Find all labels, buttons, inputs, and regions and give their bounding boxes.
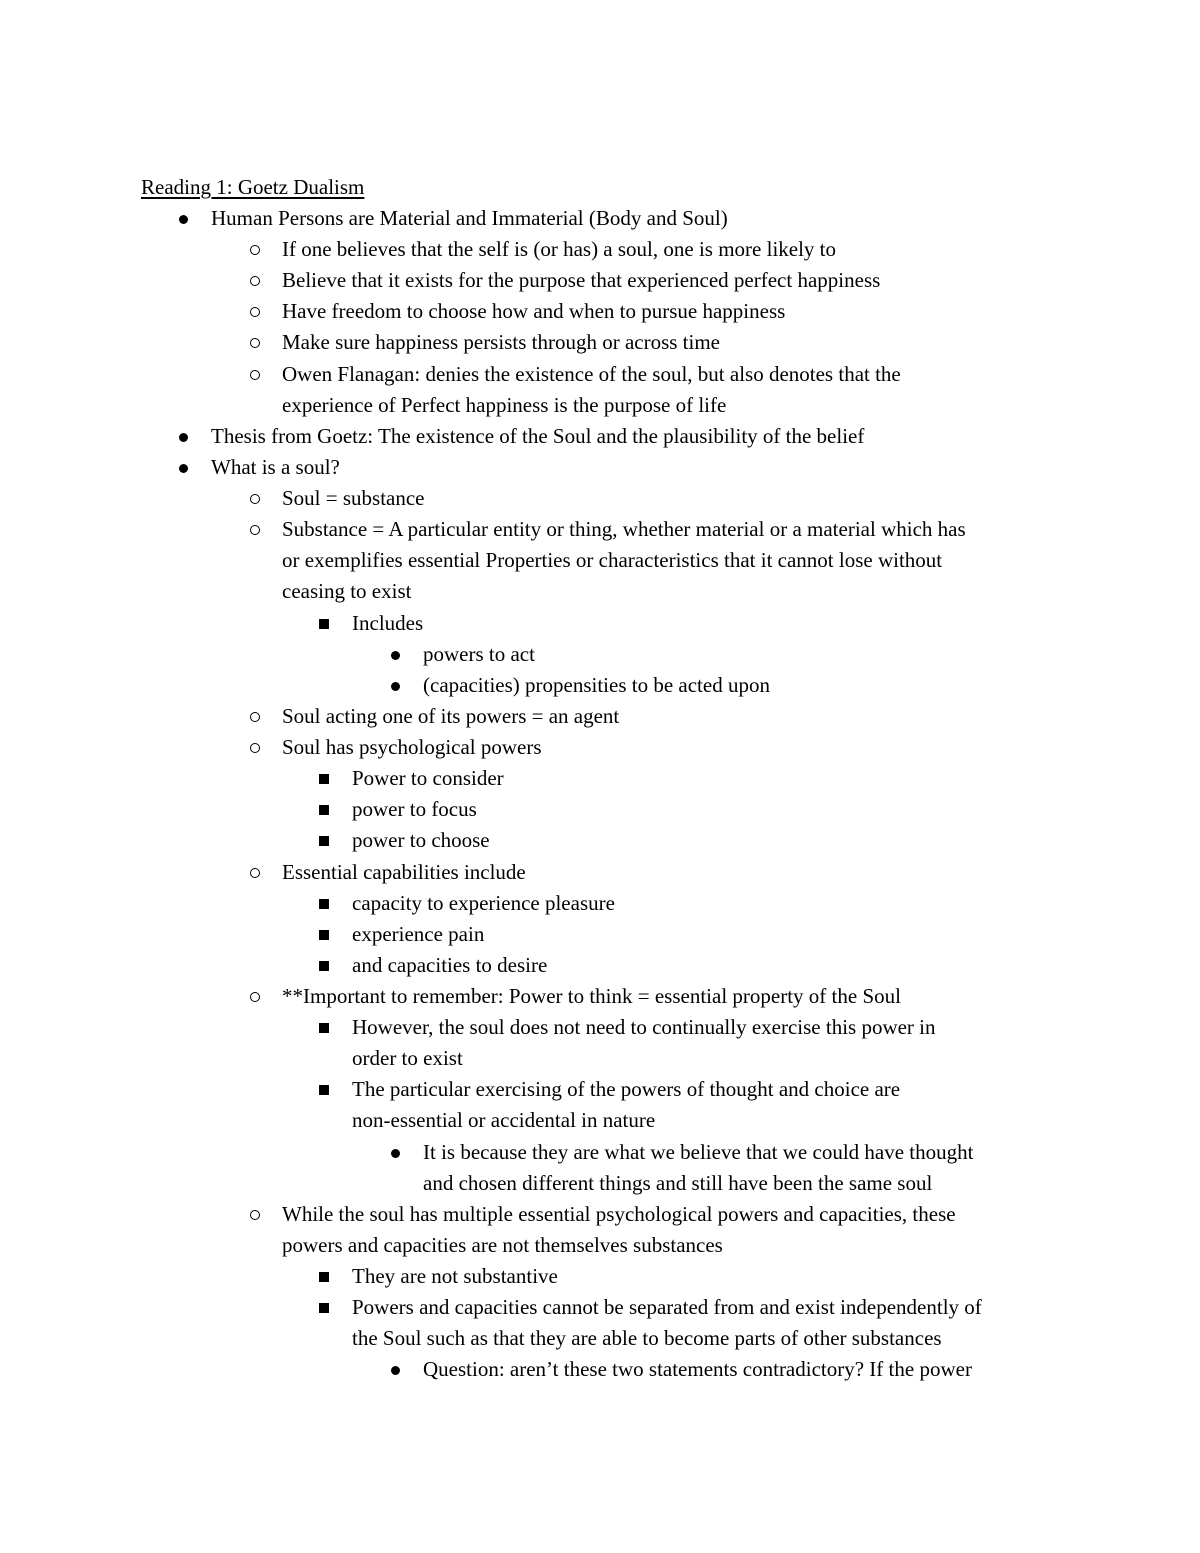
list-item-text: and capacities to desire bbox=[352, 952, 548, 977]
dot-icon bbox=[391, 1149, 400, 1158]
list-item-text: Powers and capacities cannot be separated from and exist independently of bbox=[352, 1295, 982, 1320]
square-icon bbox=[319, 805, 329, 815]
square-icon bbox=[319, 1303, 329, 1313]
list-item-text: Believe that it exists for the purpose that experienced perfect happiness bbox=[282, 268, 881, 293]
list-item-text: The particular exercising of the powers of thought and choice are bbox=[352, 1077, 901, 1102]
square-icon bbox=[319, 619, 329, 629]
list-item-text: Thesis from Goetz: The existence of the Soul and the plausibility of the belief bbox=[211, 423, 865, 448]
list-item-text: Have freedom to choose how and when to pursue happiness bbox=[282, 299, 786, 324]
circle-icon bbox=[250, 338, 260, 348]
list-item-text: **Important to remember: Power to think = essential property of the Soul bbox=[282, 984, 901, 1008]
list-item-text: Make sure happiness persists through or across time bbox=[282, 330, 720, 355]
list-item-text: experience of Perfect happiness is the purpose of life bbox=[282, 392, 727, 417]
circle-icon bbox=[250, 1210, 260, 1220]
square-icon bbox=[319, 1085, 329, 1095]
square-icon bbox=[319, 961, 329, 971]
list-item-text: power to focus bbox=[352, 797, 477, 822]
square-icon bbox=[319, 1023, 329, 1033]
circle-icon bbox=[250, 276, 260, 286]
page-title: Reading 1: Goetz Dualism bbox=[141, 175, 365, 199]
list-item-text: Question: aren’t these two statements contradictory? If the power bbox=[423, 1357, 972, 1382]
square-icon bbox=[319, 836, 329, 846]
list-item-text: Essential capabilities include bbox=[282, 859, 526, 884]
list-item-text: It is because they are what we believe that we could have thought bbox=[423, 1139, 974, 1164]
circle-icon bbox=[250, 245, 260, 255]
circle-icon bbox=[250, 370, 260, 380]
square-icon bbox=[319, 1272, 329, 1282]
list-item-text: Includes bbox=[352, 610, 424, 635]
dot-icon bbox=[391, 682, 400, 691]
circle-icon bbox=[250, 868, 260, 878]
list-item-text: While the soul has multiple essential psychological powers and capacities, these bbox=[282, 1201, 956, 1226]
list-item-text: capacity to experience pleasure bbox=[352, 890, 615, 915]
list-item-text: They are not substantive bbox=[352, 1264, 558, 1289]
circle-icon bbox=[250, 525, 260, 535]
list-item-text: or exemplifies essential Properties or characteristics that it cannot lose without bbox=[282, 548, 943, 573]
list-item-text: Human Persons are Material and Immaterial (Body and Soul) bbox=[211, 206, 728, 230]
list-item-text: the Soul such as that they are able to become parts of other substances bbox=[352, 1326, 942, 1351]
list-item-text: Soul = substance bbox=[282, 486, 425, 511]
circle-icon bbox=[250, 307, 260, 317]
list-item-text: Power to consider bbox=[352, 766, 504, 791]
list-item-text: What is a soul? bbox=[211, 454, 340, 479]
dot-icon bbox=[391, 651, 400, 660]
list-item-text: powers to act bbox=[423, 641, 535, 666]
list-item-text: non-essential or accidental in nature bbox=[352, 1108, 656, 1133]
list-item-text: If one believes that the self is (or has) a soul, one is more likely to bbox=[282, 237, 837, 262]
list-item-text: experience pain bbox=[352, 921, 485, 946]
list-item-text: Substance = A particular entity or thing, whether material or a material which has bbox=[282, 517, 966, 542]
dot-icon bbox=[179, 464, 188, 473]
list-item-text: Owen Flanagan: denies the existence of the soul, but also denotes that the bbox=[282, 361, 901, 386]
square-icon bbox=[319, 930, 329, 940]
list-item-text: ceasing to exist bbox=[282, 579, 412, 604]
circle-icon bbox=[250, 494, 260, 504]
list-item-text: Soul acting one of its powers = an agent bbox=[282, 703, 620, 728]
list-item-text: However, the soul does not need to continually exercise this power in bbox=[352, 1015, 936, 1040]
circle-icon bbox=[250, 992, 260, 1002]
list-item-text: (capacities) propensities to be acted upon bbox=[423, 672, 770, 697]
dot-icon bbox=[391, 1366, 400, 1375]
list-item-text: and chosen different things and still have been the same soul bbox=[423, 1170, 933, 1195]
list-item-text: powers and capacities are not themselves substances bbox=[282, 1232, 723, 1257]
list-item-text: power to choose bbox=[352, 828, 490, 853]
circle-icon bbox=[250, 712, 260, 722]
square-icon bbox=[319, 899, 329, 909]
circle-icon bbox=[250, 743, 260, 753]
list-item-text: order to exist bbox=[352, 1046, 463, 1071]
dot-icon bbox=[179, 433, 188, 442]
dot-icon bbox=[179, 215, 188, 224]
list-item-text: Soul has psychological powers bbox=[282, 735, 542, 760]
square-icon bbox=[319, 774, 329, 784]
